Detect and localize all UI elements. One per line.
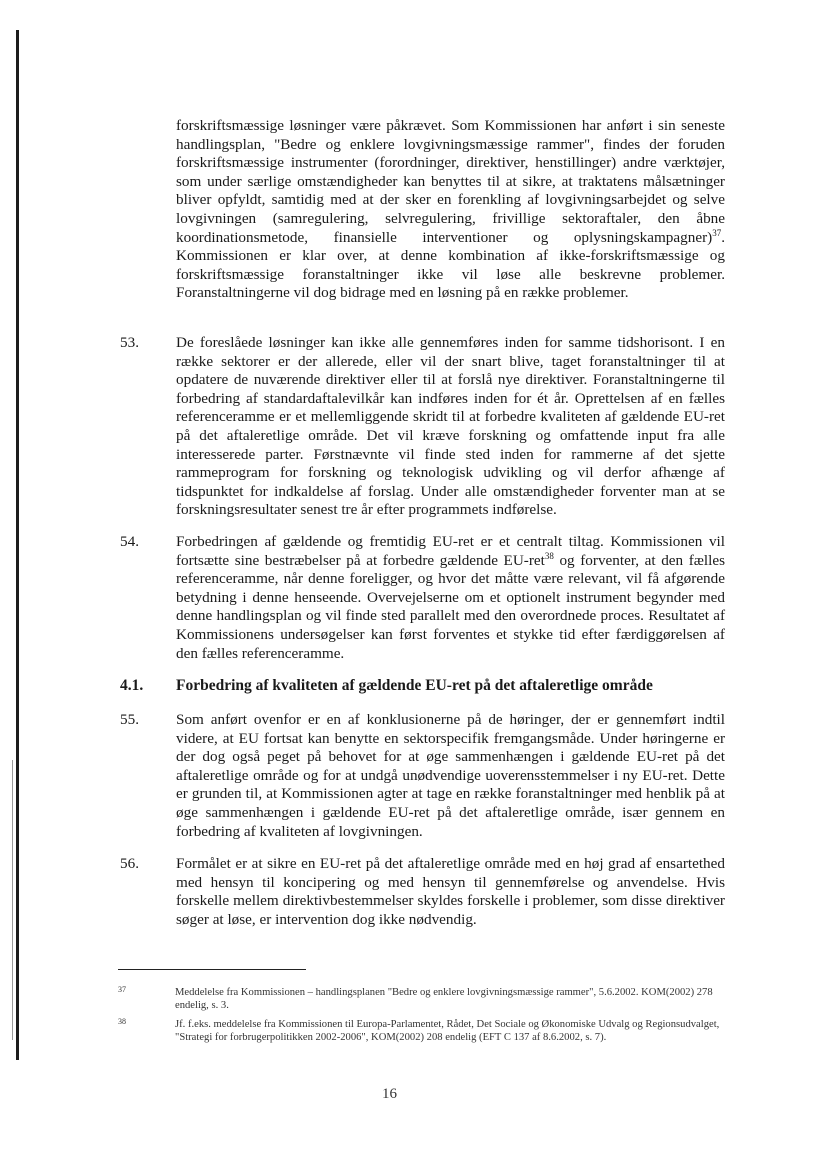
paragraph-number: 56. [120, 855, 139, 872]
paragraph-number: 55. [120, 711, 139, 728]
footnote-ref-38[interactable]: 38 [544, 550, 554, 561]
paragraph-54 [120, 533, 725, 663]
section-title: Forbedring af kvaliteten af gældende EU-ret på det aftaleretlige område [176, 677, 653, 694]
paragraph-text: Formålet er at sikre en EU-ret på det aftaleretlige område med en høj grad af ensartethed med hensyn til koncipering og med hensyn til gennemførelse og anvendelse. Hvis forskelle mellem direktivbestemmelser skyldes forskelle i problemer, som disse direktiver søger at løse, er intervention dog ikke nødvendig. [176, 855, 725, 928]
intro-paragraph [120, 117, 725, 303]
section-heading [120, 677, 725, 696]
page-number: 16 [382, 1086, 397, 1102]
footnote-text: Jf. f.eks. meddelelse fra Kommissionen til Europa-Parlamentet, Rådet, Det Sociale og Økonomiske Udvalg og Regionsudvalget, "Strategi for forbrugerpolitikken 2002-2006", KOM(2002) 208 endelig (EFT C 137 af 8.6.2002, s. 7). [175, 1019, 720, 1044]
paragraph-text: Som anført ovenfor er en af konklusionerne på de høringer, der er gennemført indtil videre, at EU fortsat kan benytte en sektorspecifik fremgangsmåde. Under høringerne er der dog også peget på behovet for at øge sammenhængen i gældende EU-ret på det aftaleretlige område og for at undgå unødvendige uoverensstemmelser i ny EU-ret. Dette er grunden til, at Kommissionen agter at tage en række foranstaltninger med henblik på at øge sammenhængen i gældende EU-ret på det aftaleretlige område, især gennem en forbedring af kvaliteten af lovgivningen. [176, 711, 725, 840]
paragraph-number: 54. [120, 533, 139, 550]
paragraph-53 [120, 334, 725, 520]
footnote-37 [118, 986, 728, 1013]
intro-text-after: . Kommissionen er klar over, at denne kombination af ikke-forskriftsmæssige og forskriftsmæssige foranstaltninger ikke vil løse alle beskrevne problemer. Foranstaltningerne vil dog bidrage med en løsning på en række problemer. [176, 228, 725, 302]
footnote-number: 38 [118, 1017, 126, 1026]
paragraph-56 [120, 855, 725, 929]
section-number: 4.1. [120, 677, 144, 694]
paragraph-text-after: og forventer, at den fælles referenceramme, når denne foreligger, og hvor det måtte være relevant, vil få afgørende betydning i denne henseende. Overvejelserne om et optionelt instrument begynder med denne handlingsplan og vil finde sted parallelt med den overordnede proces. Resultatet af Kommissionens undersøgelser kan først forventes et stykke tid efter færdiggørelsen af den fælles referenceramme. [176, 551, 725, 662]
footnote-text: Meddelelse fra Kommissionen – handlingsplanen "Bedre og enklere lovgivningsmæssige rammer", 5.6.2002. KOM(2002) 278 endelig, s. 3. [175, 987, 713, 1012]
paragraph-55 [120, 711, 725, 841]
paragraph-text: Forbedringen af gældende og fremtidig EU-ret er et centralt tiltag. Kommissionen vil fortsætte sine bestræbelser på at forbedre gældende EU-ret [176, 533, 725, 569]
footnote-ref-37[interactable]: 37 [712, 227, 722, 238]
footnote-number: 37 [118, 985, 126, 994]
footnote-separator [118, 969, 306, 970]
paragraph-text: De foreslåede løsninger kan ikke alle gennemføres inden for samme tidshorisont. I en række sektorer er der allerede, eller vil der snart blive, taget foranstaltninger til at opdatere de nuværende direktiver eller til at forslå nye direktiver. Foranstaltningerne til forbedring af standardaftalevilkår kan indføres inden for ét år. Oprettelsen af en fælles referenceramme er et mellemliggende skridt til at forbedre kvaliteten af gældende EU-ret på det aftaleretlige område. Det vil kræve forskning og omfattende input fra alle interesserede parter. Førstnævnte vil finde sted inden for rammerne af det sjette rammeprogram for forskning og teknologisk udvikling og vil derfor afhænge af tidspunktet for indkaldelse af forslag. Under alle omstændigheder forventer man at se forskningsresultater senest tre år efter programmets indførelse. [176, 334, 725, 519]
footnote-38 [118, 1018, 728, 1045]
paragraph-number: 53. [120, 334, 139, 351]
intro-text: forskriftsmæssige løsninger være påkrævet. Som Kommissionen har anført i sin seneste handlingsplan, "Bedre og enklere lovgivningsmæssige rammer", findes der foruden forskriftsmæssige instrumenter (forordninger, direktiver, henstillinger) andre værktøjer, som under særlige omstændigheder kan benyttes til at sikre, at traktatens målsætninger bliver opfyldt, samtidig med at der sker en forenkling af lovgivningsarbejdet og selve lovgivningen (samregulering, selvregulering, frivillige sektoraftaler, den åbne koordinationsmetode, finansielle interventioner og oplysningskampagner) [176, 117, 725, 246]
